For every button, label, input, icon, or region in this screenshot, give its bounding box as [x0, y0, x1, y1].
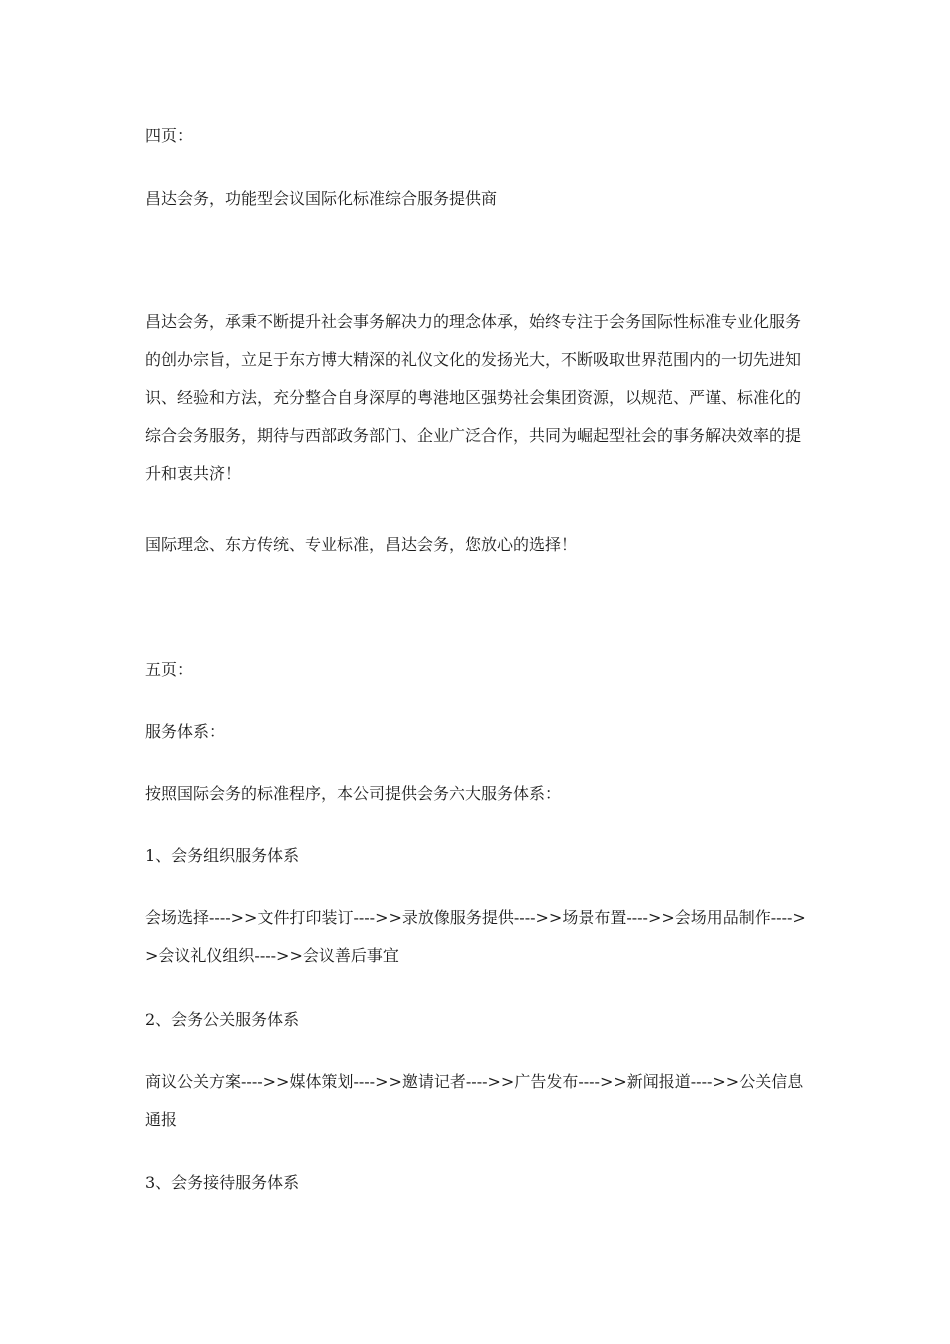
page5-lead: 按照国际会务的标准程序，本公司提供会务六大服务体系： — [145, 784, 562, 803]
system-2-title: 2、会务公关服务体系 — [145, 1010, 300, 1029]
page4-tagline: 昌达会务，功能型会议国际化标准综合服务提供商 — [145, 189, 498, 208]
page5-heading: 五页： — [145, 660, 194, 679]
page5-section-title: 服务体系： — [145, 722, 226, 741]
page4-heading: 四页： — [145, 126, 194, 145]
system-1-title: 1、会务组织服务体系 — [145, 846, 300, 865]
page4-intro-paragraph: 昌达会务，承秉不断提升社会事务解决力的理念体承，始终专注于会务国际性标准专业化服务的创办宗旨，立足于东方博大精深的礼仪文化的发扬光大，不断吸取世界范围内的一切先进知识、经验和方法，充分整合自身深厚的粤港地区强势社会集团资源，以规范、严谨、标准化的综合会务服务，期待与西部政务部门、企业广泛合作，共同为崛起型社会的事务解决效率的提升和衷共济！ — [145, 312, 802, 483]
system-1-flow: 会场选择---->>文件打印装订---->>录放像服务提供---->>场景布置---->>会场用品制作---->>会议礼仪组织---->>会议善后事宜 — [145, 908, 806, 965]
page4-slogan: 国际理念、东方传统、专业标准，昌达会务，您放心的选择！ — [145, 535, 578, 554]
system-2-flow: 商议公关方案---->>媒体策划---->>邀请记者---->>广告发布---->>新闻报道---->>公关信息通报 — [145, 1072, 804, 1129]
system-3-title: 3、会务接待服务体系 — [145, 1173, 300, 1192]
